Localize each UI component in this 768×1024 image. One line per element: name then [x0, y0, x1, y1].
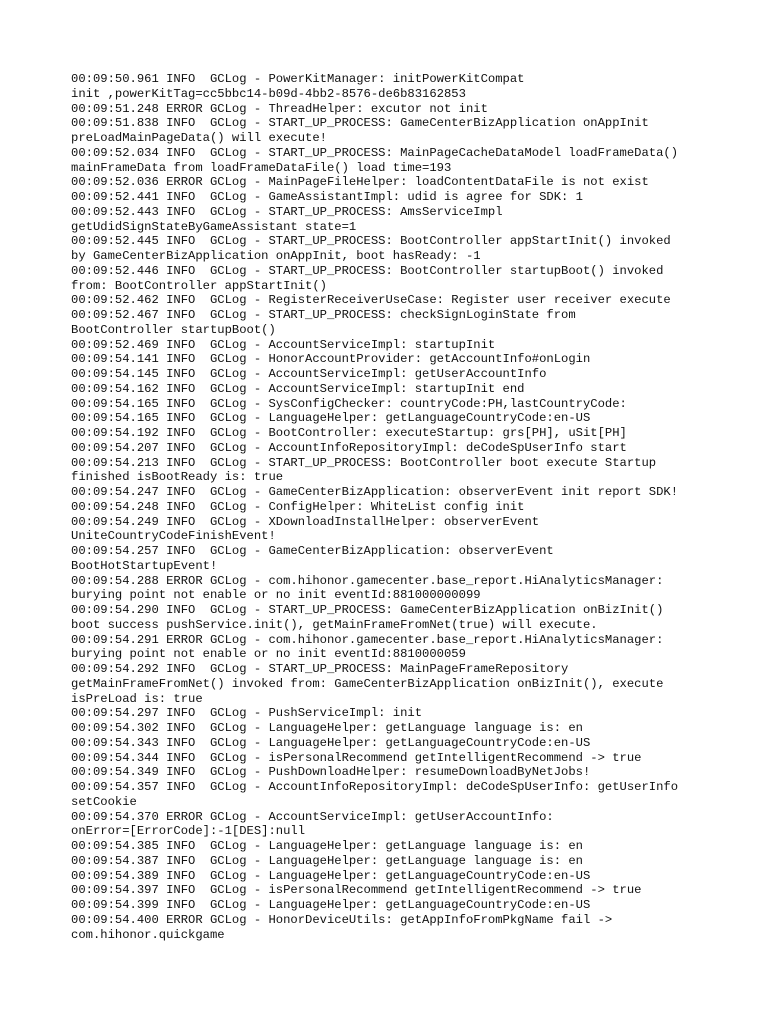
log-line: mainFrameData from loadFrameDataFile() load time=193 — [71, 160, 452, 175]
log-line: 00:09:54.302 INFO GCLog - LanguageHelper: getLanguage language is: en — [71, 721, 583, 735]
log-line: 00:09:54.165 INFO GCLog - LanguageHelper: getLanguageCountryCode:en-US — [71, 411, 591, 426]
log-line: 00:09:51.248 ERROR GCLog - ThreadHelper: excutor not init — [71, 101, 488, 116]
log-line: 00:09:54.349 INFO GCLog - PushDownloadHelper: resumeDownloadByNetJobs! — [71, 765, 591, 780]
log-line: preLoadMainPageData() will execute! — [71, 131, 327, 145]
log-line: 00:09:54.290 INFO GCLog - START_UP_PROCESS: GameCenterBizApplication onBizInit() — [71, 603, 664, 617]
log-line: 00:09:52.445 INFO GCLog - START_UP_PROCESS: BootController appStartInit() invoked — [71, 234, 671, 249]
log-line: getUdidSignStateByGameAssistant state=1 — [71, 219, 357, 234]
log-line: 00:09:54.257 INFO GCLog - GameCenterBizApplication: observerEvent — [71, 544, 554, 558]
log-line: BootController startupBoot() — [71, 322, 276, 337]
log-line: 00:09:54.297 INFO GCLog - PushServiceImpl: init — [71, 706, 423, 721]
log-line: 00:09:54.165 INFO GCLog - SysConfigChecker: countryCode:PH,lastCountryCode: — [71, 396, 627, 411]
log-line: 00:09:52.034 INFO GCLog - START_UP_PROCESS: MainPageCacheDataModel loadFrameData() — [71, 145, 679, 160]
log-line: burying point not enable or no init eventId:881000000099 — [71, 588, 481, 603]
log-line: 00:09:50.961 INFO GCLog - PowerKitManager: initPowerKitCompat — [71, 72, 525, 86]
log-line: 00:09:54.343 INFO GCLog - LanguageHelper: getLanguageCountryCode:en-US — [71, 735, 591, 750]
log-line: 00:09:54.397 INFO GCLog - isPersonalRecommend getIntelligentRecommend -> true — [71, 883, 642, 898]
log-line: 00:09:54.247 INFO GCLog - GameCenterBizApplication: observerEvent init report SDK! — [71, 485, 679, 499]
log-line: 00:09:54.162 INFO GCLog - AccountServiceImpl: startupInit end — [71, 381, 525, 396]
log-text-block — [71, 72, 731, 942]
log-line: 00:09:54.399 INFO GCLog - LanguageHelper: getLanguageCountryCode:en-US — [71, 898, 591, 912]
log-line: finished isBootReady is: true — [71, 470, 284, 485]
log-line: BootHotStartupEvent! — [71, 558, 218, 573]
log-line: 00:09:54.288 ERROR GCLog - com.hihonor.gamecenter.base_report.HiAnalyticsManager: — [71, 573, 664, 588]
log-line: 00:09:54.385 INFO GCLog - LanguageHelper: getLanguage language is: en — [71, 839, 583, 853]
log-line: boot success pushService.init(), getMainFrameFromNet(true) will execute. — [71, 617, 598, 632]
log-line: 00:09:52.446 INFO GCLog - START_UP_PROCESS: BootController startupBoot() invoked — [71, 263, 664, 278]
log-line: 00:09:51.838 INFO GCLog - START_UP_PROCESS: GameCenterBizApplication onAppInit — [71, 116, 649, 131]
log-line: isPreLoad is: true — [71, 691, 203, 706]
log-line: burying point not enable or no init eventId:8810000059 — [71, 647, 466, 662]
log-line: 00:09:54.291 ERROR GCLog - com.hihonor.gamecenter.base_report.HiAnalyticsManager: — [71, 632, 664, 647]
log-line: 00:09:52.469 INFO GCLog - AccountServiceImpl: startupInit — [71, 337, 496, 352]
log-line: 00:09:54.344 INFO GCLog - isPersonalRecommend getIntelligentRecommend -> true — [71, 750, 642, 765]
log-line: 00:09:54.400 ERROR GCLog - HonorDeviceUtils: getAppInfoFromPkgName fail -> — [71, 912, 613, 927]
log-line: init ,powerKitTag=cc5bbc14-b09d-4bb2-8576-de6b83162853 — [71, 86, 466, 101]
log-line: 00:09:54.141 INFO GCLog - HonorAccountProvider: getAccountInfo#onLogin — [71, 352, 591, 367]
log-line: getMainFrameFromNet() invoked from: GameCenterBizApplication onBizInit(), execute — [71, 676, 664, 691]
log-line: 00:09:54.145 INFO GCLog - AccountServiceImpl: getUserAccountInfo — [71, 367, 547, 381]
log-line: 00:09:52.441 INFO GCLog - GameAssistantImpl: udid is agree for SDK: 1 — [71, 190, 583, 204]
log-line: 00:09:52.467 INFO GCLog - START_UP_PROCESS: checkSignLoginState from — [71, 308, 576, 322]
log-line: 00:09:54.248 INFO GCLog - ConfigHelper: WhiteList config init — [71, 499, 525, 514]
log-line: by GameCenterBizApplication onAppInit, boot hasReady: -1 — [71, 249, 481, 263]
log-line: from: BootController appStartInit() — [71, 278, 327, 293]
log-line: 00:09:54.207 INFO GCLog - AccountInfoRepositoryImpl: deCodeSpUserInfo start — [71, 440, 627, 455]
log-line: com.hihonor.quickgame — [71, 927, 225, 942]
log-line: 00:09:54.292 INFO GCLog - START_UP_PROCESS: MainPageFrameRepository — [71, 662, 569, 676]
log-line: 00:09:54.389 INFO GCLog - LanguageHelper: getLanguageCountryCode:en-US — [71, 868, 591, 883]
log-line: 00:09:54.213 INFO GCLog - START_UP_PROCESS: BootController boot execute Startup — [71, 455, 657, 470]
log-line: onError=[ErrorCode]:-1[DES]:null — [71, 824, 306, 839]
log-line: 00:09:54.249 INFO GCLog - XDownloadInstallHelper: observerEvent — [71, 514, 540, 529]
log-line: 00:09:54.387 INFO GCLog - LanguageHelper: getLanguage language is: en — [71, 853, 583, 868]
log-line: 00:09:52.443 INFO GCLog - START_UP_PROCESS: AmsServiceImpl — [71, 204, 503, 219]
log-line: 00:09:54.357 INFO GCLog - AccountInfoRepositoryImpl: deCodeSpUserInfo: getUserInfo — [71, 780, 679, 794]
log-line: setCookie — [71, 794, 137, 809]
log-line: UniteCountryCodeFinishEvent! — [71, 529, 276, 544]
log-line: 00:09:54.370 ERROR GCLog - AccountServiceImpl: getUserAccountInfo: — [71, 809, 554, 824]
log-line: 00:09:54.192 INFO GCLog - BootController: executeStartup: grs[PH], uSit[PH] — [71, 426, 627, 440]
log-line: 00:09:52.462 INFO GCLog - RegisterReceiverUseCase: Register user receiver execute — [71, 293, 671, 308]
log-line: 00:09:52.036 ERROR GCLog - MainPageFileHelper: loadContentDataFile is not exist — [71, 175, 649, 190]
